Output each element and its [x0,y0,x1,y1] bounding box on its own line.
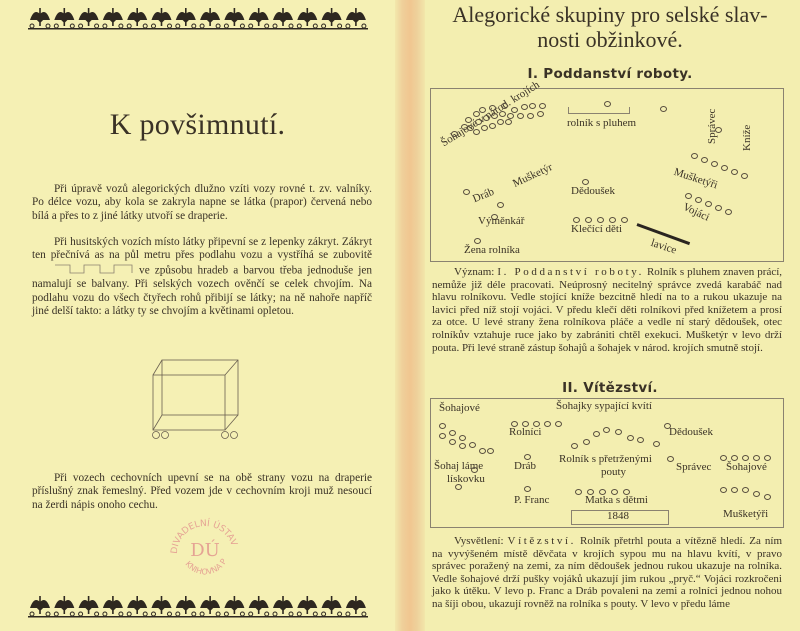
label-vymenkar: Výměnkář [478,215,525,227]
figure-marker [623,489,630,495]
figure-marker [715,205,722,211]
figure-marker [489,105,496,111]
label-sohaj-2: lískovku [447,473,485,485]
figure-marker [721,165,728,171]
figure-marker [695,197,702,203]
label-sohaj-1: Šohaj láme [434,460,484,472]
explanation-spaced-title-2: Vítězství. [507,535,576,547]
left-page-title: K povšimnutí. [109,108,286,141]
figure-marker [637,437,644,443]
section-1-heading: I. Poddanství roboty. [527,66,693,82]
label-musketyri-2: Mušketýři [723,508,769,520]
label-vojaci: Vojáci [680,201,712,224]
svg-text:KNIHOVNA PRAHA: KNIHOVNA P [183,557,229,577]
figure-marker [742,455,749,461]
label-sohajove: Šohajové v národ. krojích [439,78,542,150]
title-line-1: Alegorické skupiny pro selské slav- [452,2,768,27]
paragraph-husitske-a: Při husitských vozích místo látky připevní se z lepenky zákryt. Zákryt ten přečnívá as na půl metru přes podlahu vozu a vystříhá se zubovitě [32,236,372,262]
figure-marker [451,131,458,137]
label-matka: Matka s dětmi [585,494,648,506]
title-line-2: nosti obžinkové. [537,27,683,52]
figure-marker [473,129,480,135]
figure-marker [527,113,534,119]
figure-marker [465,117,472,123]
explanation-vitezstvi [432,535,782,611]
figure-marker [499,111,506,117]
figure-marker [479,107,486,113]
label-sohajove-right: Šohajové [726,461,767,473]
label-musketyr: Mušketýr [511,161,555,190]
figure-marker [701,157,708,163]
figure-marker [711,161,718,167]
figure-marker [731,487,738,493]
label-drab-2: Dráb [514,460,536,472]
figure-marker [439,433,446,439]
figure-marker [475,119,482,125]
ornamental-border-bottom [28,594,368,618]
label-sohajove-left: Šohajové [439,402,480,414]
figure-marker [571,443,578,449]
figure-marker [533,421,540,427]
explanation-text: Rolník s pluhem znaven prácí, nemůže již déle pracovati. Neúprosný necitelný správce zvedá karabáč nad hlavu rolníkovu. Vedle stojící kníže bezcitně hledí na to a rukou ukazuje na lavici před níž stojí vojáci. V předu klečí děti rolníkovi před knížetem a prosí za otce. U levé strany žena rolníkova pláče a vedle ní starý dědoušek, otec rolníkův vztahuje ruce jako by zabrániti chtěl exekuci. Mušketýr v levo drží pouta. Při levé straně zástup šohajů a šohajek v národ. krojích smutně stojí. [432,266,783,354]
label-drab: Dráb [471,185,496,206]
figure-marker [459,443,466,449]
figure-marker [742,487,749,493]
plough-rect [568,107,630,114]
figure-marker [587,489,594,495]
label-dedousek-2: Dědoušek [669,426,713,438]
figure-marker [487,448,494,454]
figure-marker [583,439,590,445]
figure-marker [667,456,674,462]
figure-marker [471,467,478,473]
label-rolnik-1: Rolník s přetrženými [559,453,652,465]
figure-marker [455,484,462,490]
left-page [0,0,395,631]
figure-marker [459,435,466,441]
figure-marker [660,106,667,112]
figure-marker [741,173,748,179]
figure-marker [753,455,760,461]
label-zena: Žena rolníka [464,244,520,256]
figure-marker [524,486,531,492]
label-rolnik: rolník s pluhem [567,117,637,129]
diagram-poddanstvi [430,78,784,262]
explanation-label: Význam: [454,266,495,278]
figure-marker [479,448,486,454]
figure-marker [469,442,476,448]
figure-marker [731,169,738,175]
figure-marker [705,201,712,207]
battlement-icon [32,263,134,278]
explanation-spaced-title: I. Poddanství roboty. [497,266,644,278]
figure-marker [720,487,727,493]
figure-marker [544,421,551,427]
figure-marker [449,439,456,445]
paragraph-husitske-b: ve způsobu hradeb a barvou třeba jednoduše jen namalují se balvany. Při selských vozech ověnčí se celek chvojím. Na podlahu vozu do všech čtyřech rohů přibijí se látky; na ně nahoře napříč jiné delší takto: a látky ty se chvojím a květinami opletou. [32,264,372,318]
figure-marker [653,441,660,447]
label-rolnik-2: pouty [601,466,627,478]
figure-marker [505,119,512,125]
figure-marker [521,104,528,110]
label-klecici: Klečící děti [571,223,623,235]
label-dedousek: Dědoušek [571,185,615,197]
figure-marker [764,455,771,461]
figure-marker [524,454,531,460]
wagon-diagram [150,355,250,445]
figure-marker [463,189,470,195]
figure-marker [664,423,671,429]
figure-marker [483,115,490,121]
svg-text:DÚ: DÚ [190,540,220,561]
figure-marker [489,123,496,129]
figure-marker [555,421,562,427]
label-musketyri: Mušketýři [672,166,720,192]
figure-marker [497,202,504,208]
figure-marker [511,421,518,427]
figure-marker [599,489,606,495]
figure-marker [529,103,536,109]
label-lavice: lavice [649,237,678,257]
figure-marker [615,429,622,435]
figure-marker [449,430,456,436]
label-pfranc: P. Franc [514,494,550,506]
figure-marker [621,217,628,223]
diagram-vitezstvi [430,398,784,528]
figure-marker [720,455,727,461]
figure-marker [575,489,582,495]
paragraph-cechovni: Při vozech cechovních upevní se na obě strany vozu na draperie příslušný znak řemeslný. Před vozem jde v cechovním kroji muž nesoucí na žerdi nápis onoho cechu. [32,472,372,511]
paragraph-husitske [32,236,372,318]
figure-marker [593,431,600,437]
figure-marker [481,125,488,131]
svg-text:DIVADELNÍ ÚSTAV: DIVADELNÍ ÚSTAV [169,518,239,555]
figure-marker [517,113,524,119]
figure-marker [439,423,446,429]
figure-marker [731,455,738,461]
label-sohajky: Šohajky sypající kvítí [556,400,652,412]
figure-marker [691,153,698,159]
label-spravec: Správec [706,108,718,144]
explanation-text-2: Rolník přetrhl pouta a vítězně hledí. Za ním na vyvýšeném místě děvčata v krojích sypou mu na hlavu kvítí, v pravo správec poražený na zemi, za ním dědoušek jednou rukou ukazuje na rolníka. Vedle šohajové drží pušky vojáků ukazují jim rukou „pryč.“ Vojáci rozkročeni jako k útěku. V levo p. Franc a Dráb povaleni na zemi a rolníci jednou nohou na šíji obou, ukazují rovněž na rolníka s pouty. V levo v předu láme [432,535,783,610]
figure-marker [627,435,634,441]
figure-marker [511,107,518,113]
figure-marker [725,209,732,215]
explanation-label-2: Vysvětlení: [454,535,504,547]
section-2-heading: II. Vítězství. [562,380,658,396]
right-page [420,0,800,631]
figure-marker [522,421,529,427]
figure-marker [497,119,504,125]
label-rolnici: Rolníci [509,426,542,438]
figure-marker [603,427,610,433]
ornamental-border-top [28,6,368,30]
figure-marker [611,489,618,495]
right-page-title [420,2,800,52]
figure-marker [491,113,498,119]
paragraph-valniky: Při úpravě vozů alegorických dlužno vzíti vozy rovné t. zv. valníky. Po délce vozu, aby kola se zakryla napne se látka (prapor) červená nebo bílá a přes to z jiné látky utvoří se draperie. [32,183,372,222]
figure-marker [539,103,546,109]
figure-marker [685,193,692,199]
figure-marker [537,111,544,117]
explanation-poddanstvi [432,266,782,354]
label-year: 1848 [607,510,629,522]
label-spravec-2: Správec [676,461,712,473]
library-stamp [165,510,245,590]
figure-marker [764,494,771,500]
figure-marker [501,103,508,109]
label-knize: Kníže [741,124,753,151]
figure-marker [753,491,760,497]
